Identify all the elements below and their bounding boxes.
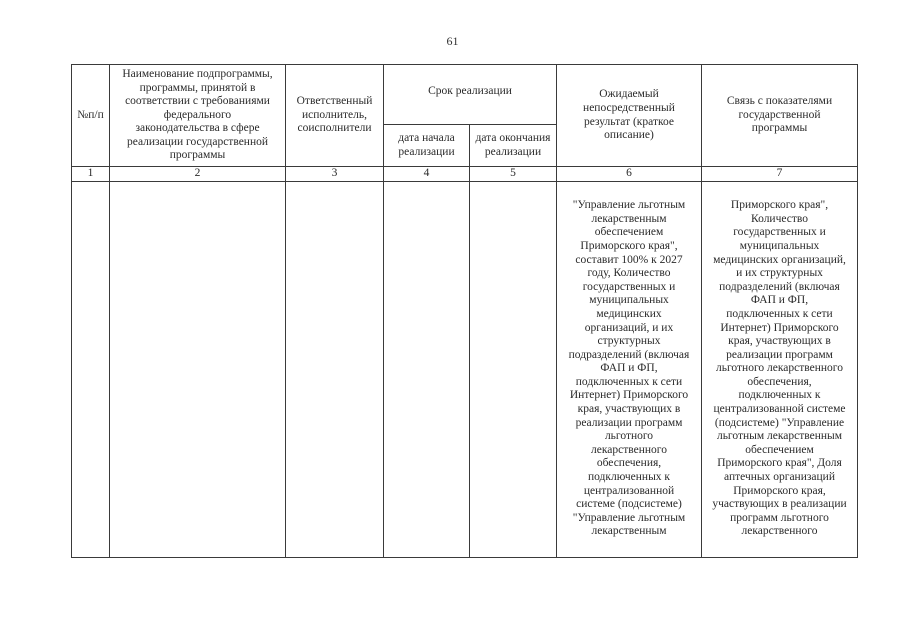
column-number: 6 (557, 167, 702, 182)
table-row (72, 181, 858, 557)
header-term-start: дата начала реализации (384, 125, 470, 167)
header-term-end: дата окончания реализации (470, 125, 557, 167)
header-num: №п/п (72, 65, 110, 167)
column-number-row (72, 167, 858, 182)
column-number: 7 (702, 167, 858, 182)
cell-subprogram (110, 181, 286, 557)
cell-num (72, 181, 110, 557)
header-subprogram: Наименование подпрограммы, программы, принятой в соответствии с требованиями федерального законодательства в сфере реализации государственной программы (110, 65, 286, 167)
header-expected: Ожидаемый непосредственный результат (краткое описание) (557, 65, 702, 167)
page-number: 61 (446, 34, 459, 48)
cell-expected: "Управление льготным лекарственным обеспечением Приморского края", составит 100% к 2027 году, Количество государственных и муниципальных медицинских организаций, и их структурных подразделений (включая ФАП и ФП, подключенных к сети Интернет) Приморского края, участвующих в реализации программ льготного лекарственного обеспечения, подключенных к централизованной системе (подсистеме) "Управление льготным лекарственным (557, 181, 702, 557)
cell-term-end (470, 181, 557, 557)
column-number: 1 (72, 167, 110, 182)
cell-term-start (384, 181, 470, 557)
column-number: 3 (286, 167, 384, 182)
column-number: 4 (384, 167, 470, 182)
column-number: 5 (470, 167, 557, 182)
column-number: 2 (110, 167, 286, 182)
header-row (72, 65, 858, 125)
cell-link: Приморского края", Количество государственных и муниципальных медицинских организаций, и их структурных подразделений (включая ФАП и ФП, подключенных к сети Интернет) Приморского края, участвующих в реализации программ льготного лекарственного обеспечения, подключенных к централизованной системе (подсистеме) "Управление льготным лекарственным обеспечением Приморского края", Доля аптечных организаций Приморского края, участвующих в реализации программ льготного лекарственного (702, 181, 858, 557)
header-link: Связь с показателями государственной программы (702, 65, 858, 167)
program-table (71, 64, 858, 558)
header-executor: Ответственный исполнитель, соисполнители (286, 65, 384, 167)
header-term: Срок реализации (384, 65, 557, 125)
cell-executor (286, 181, 384, 557)
